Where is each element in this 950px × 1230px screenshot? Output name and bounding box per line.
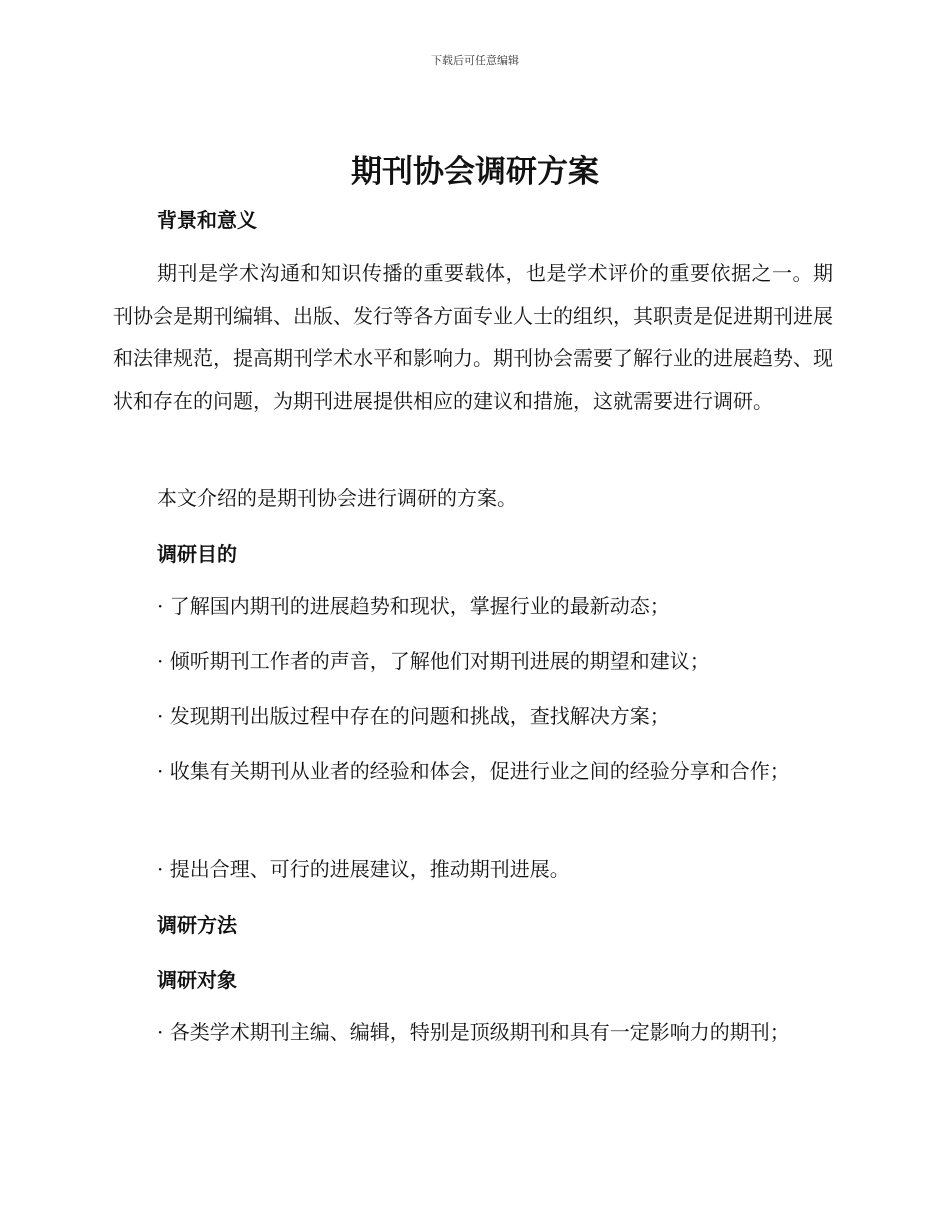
background-paragraph-1: 期刊是学术沟通和知识传播的重要载体，也是学术评价的重要依据之一。期刊协会是期刊编辑、出版、发行等各方面专业人士的组织，其职责是促进期刊进展和法律规范，提高期刊学术水平和影响力。期刊协会需要了解行业的进展趋势、现状和存在的问题，为期刊进展提供相应的建议和措施，这就需要进行调研。 [113, 261, 833, 413]
purpose-list-item: · 了解国内期刊的进展趋势和现状，掌握行业的最新动态； [157, 594, 670, 618]
purpose-list-item: · 提出合理、可行的进展建议，推动期刊进展。 [157, 857, 570, 881]
purpose-list-item: · 收集有关期刊从业者的经验和体会，促进行业之间的经验分享和合作； [157, 759, 790, 783]
background-paragraph-2: 本文介绍的是期刊协会进行调研的方案。 [157, 486, 517, 510]
target-list-item: · 各类学术期刊主编、编辑，特别是顶级期刊和具有一定影响力的期刊； [157, 1020, 790, 1044]
purpose-list-item: · 发现期刊出版过程中存在的问题和挑战，查找解决方案； [157, 704, 670, 728]
page-title: 期刊协会调研方案 [351, 154, 599, 190]
header-note: 下载后可任意编辑 [431, 54, 519, 67]
section-heading-purpose: 调研目的 [157, 542, 237, 566]
purpose-list-item: · 倾听期刊工作者的声音，了解他们对期刊进展的期望和建议； [157, 649, 710, 673]
section-heading-background: 背景和意义 [157, 208, 257, 232]
section-heading-target: 调研对象 [157, 968, 237, 992]
section-heading-method: 调研方法 [157, 913, 237, 937]
